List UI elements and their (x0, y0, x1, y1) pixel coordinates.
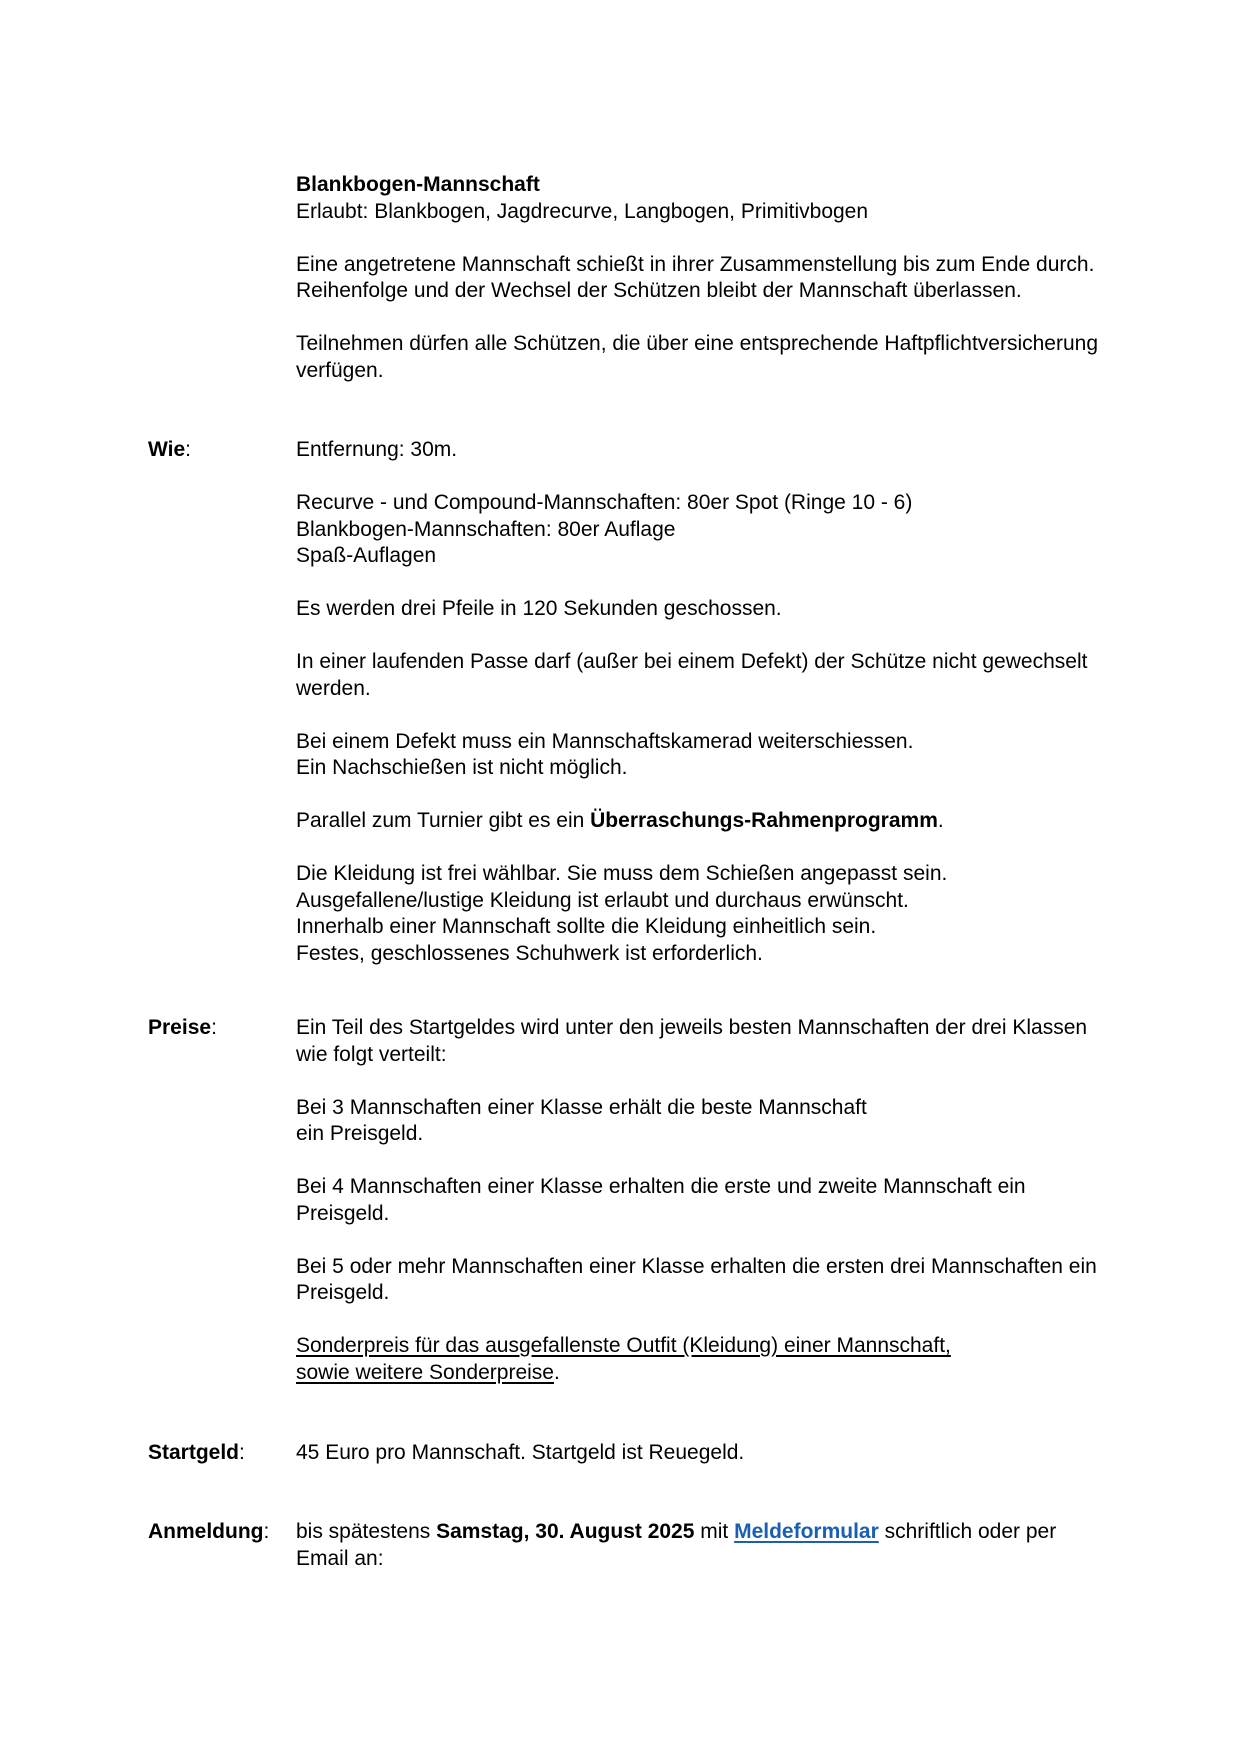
meldeformular-link[interactable]: Meldeformular (734, 1520, 879, 1543)
wie-program: Parallel zum Turnier gibt es ein Überraschungs-Rahmenprogramm. (296, 809, 944, 832)
startgeld-label: Startgeld: (148, 1441, 245, 1464)
wie-targets: Recurve - und Compound-Mannschaften: 80er Spot (Ringe 10 - 6) Blankbogen-Mannschaften: 80er Auflage Spaß-Auflagen (296, 491, 913, 567)
team-section-label-spacer (148, 172, 296, 384)
wie-arrows: Es werden drei Pfeile in 120 Sekunden geschossen. (296, 597, 782, 620)
wie-distance: Entfernung: 30m. (296, 438, 458, 461)
team-section-title: Blankbogen-Mannschaft (296, 173, 540, 196)
wie-clothing: Die Kleidung ist frei wählbar. Sie muss dem Schießen angepasst sein. Ausgefallene/lustige Kleidung ist erlaubt und durchaus erwünscht. Innerhalb einer Mannschaft sollte die Kleidung einheitlich sein. Festes, geschlossenes Schuhwerk ist erforderlich. (296, 862, 948, 965)
wie-content (296, 437, 1108, 967)
preise-three-teams: Bei 3 Mannschaften einer Klasse erhält die beste Mannschaft ein Preisgeld. (296, 1095, 867, 1145)
team-section-content (296, 172, 1108, 384)
wie-label: Wie: (148, 438, 191, 461)
anmeldung-section (148, 1519, 1108, 1572)
preise-special: Sonderpreis für das ausgefallenste Outfit (Kleidung) einer Mannschaft, sowie weitere Sonderpreise. (296, 1334, 951, 1384)
team-section (148, 172, 1108, 384)
wie-section (148, 437, 1108, 967)
anmeldung-text: bis spätestens Samstag, 30. August 2025 mit Meldeformular schriftlich oder per Email an: (296, 1520, 1057, 1570)
preise-intro: Ein Teil des Startgeldes wird unter den jeweils besten Mannschaften der drei Klassen wie folgt verteilt: (296, 1016, 1088, 1066)
team-section-allowed: Erlaubt: Blankbogen, Jagdrecurve, Langbogen, Primitivbogen (296, 199, 869, 223)
preise-label: Preise: (148, 1016, 217, 1039)
wie-defect: Bei einem Defekt muss ein Mannschaftskamerad weiterschiessen. Ein Nachschießen ist nicht möglich. (296, 729, 914, 779)
startgeld-section (148, 1440, 1108, 1467)
wie-change: In einer laufenden Passe darf (außer bei einem Defekt) der Schütze nicht gewechselt werden. (296, 650, 1088, 700)
team-section-paragraph-1: Eine angetretene Mannschaft schießt in ihrer Zusammenstellung bis zum Ende durch. Reihenfolge und der Wechsel der Schützen bleibt der Mannschaft überlassen. (296, 252, 1095, 302)
preise-section (148, 1015, 1108, 1386)
startgeld-text: 45 Euro pro Mannschaft. Startgeld ist Reuegeld. (296, 1441, 745, 1464)
anmeldung-deadline: Samstag, 30. August 2025 (436, 1520, 695, 1543)
preise-five-teams: Bei 5 oder mehr Mannschaften einer Klasse erhalten die ersten drei Mannschaften ein Preisgeld. (296, 1254, 1097, 1304)
preise-content (296, 1015, 1108, 1386)
preise-four-teams: Bei 4 Mannschaften einer Klasse erhalten die erste und zweite Mannschaft ein Preisgeld. (296, 1175, 1026, 1225)
anmeldung-label: Anmeldung: (148, 1520, 270, 1543)
anmeldung-content (296, 1519, 1108, 1572)
team-section-paragraph-2: Teilnehmen dürfen alle Schützen, die über eine entsprechende Haftpflichtversicherung verfügen. (296, 332, 1098, 382)
startgeld-content (296, 1440, 1108, 1467)
